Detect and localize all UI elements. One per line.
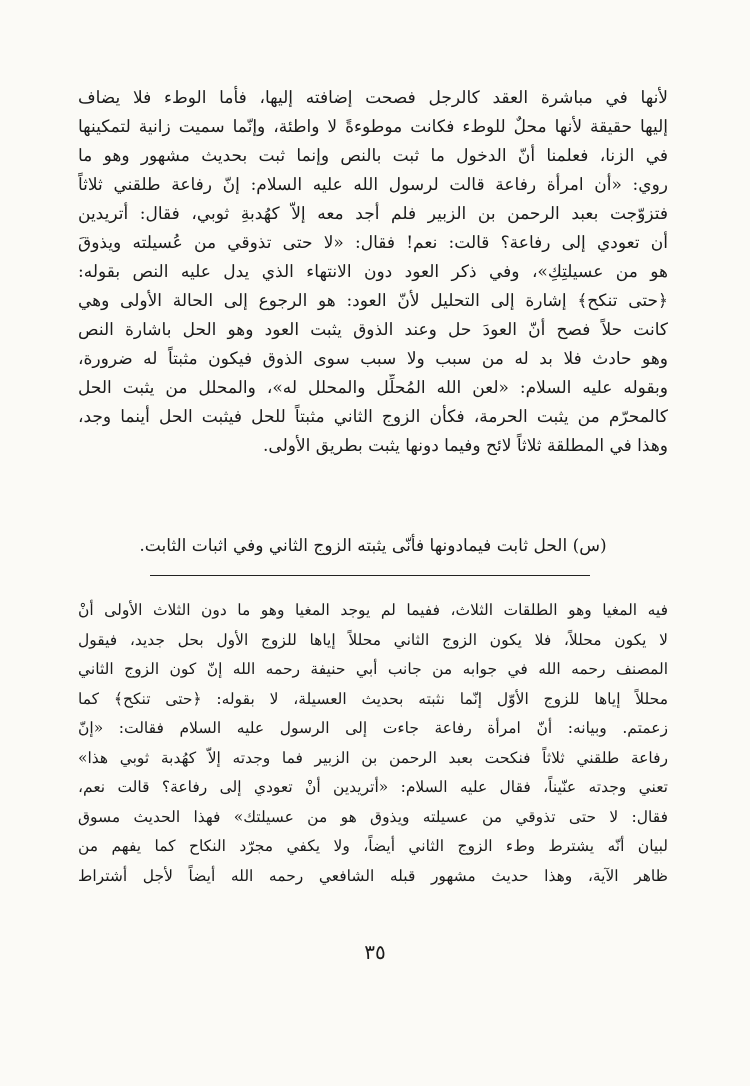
text-line: إليها حقيقة لأنها محلٌ للوطء فكانت موطوءةً لا واطئة، وإنّما سميت زانية لتمكينها	[78, 117, 668, 137]
footnote-line: فيه المغيا وهو الطلقات الثلاث، ففيما لم يوجد المغيا وهو ما دون الثلاث الأولى أنْ	[78, 601, 668, 619]
text-line: فتزوّجت بعبد الرحمن بن الزبير فلم أجد معه إلاّ كهُدبةِ ثوبي، فقال: أتريدين	[78, 204, 668, 224]
text-line: كانت حلاً فصح أنّ العودَ حل وعند الذوق يثبت العود وهو الحل باشارة النص	[78, 320, 668, 340]
footnote-line: زعمتم. وبيانه: أنّ امرأة رفاعة جاءت إلى الرسول عليه السلام فقالت: «إنّ	[78, 719, 668, 737]
footnote-divider	[150, 575, 590, 576]
footnote-line: تعني وجدته عنّيناً، فقال عليه السلام: «أتريدين أنْ تعودي إلى رفاعة؟ قالت نعم،	[78, 778, 668, 796]
text-line-last: وهذا في المطلقة ثلاثاً لائح وفيما دونها يثبت بطريق الأولى.	[263, 436, 668, 456]
text-line: وبقوله عليه السلام: «لعن الله المُحلِّل والمحلل له»، والمحلل من يثبت الحل	[78, 378, 668, 398]
text-line: أن تعودي إلى رفاعة؟ قالت: نعم! فقال: «لا حتى تذوقي من عُسيلته ويذوقَ	[78, 233, 668, 253]
footnote-line: فقال: لا حتى تذوقي من عسيلته ويذوق هو من عسيلتك» فهذا الحديث مسوق	[78, 807, 668, 826]
text-line: لأنها في مباشرة العقد كالرجل فصحت إضافته إليها، فأما الوطء فلا يضاف	[78, 88, 668, 108]
footnote-line: رفاعة طلقني ثلاثاً فنكحت بعبد الرحمن بن الزبير فما وجدته إلاّ كهُدبة ثوبي هذا»	[78, 748, 668, 767]
footnote-line: لبيان أنّه يشترط وطء الزوج الثاني أيضاً، ولا يكفي مجرّد النكاح كما يفهم من	[78, 837, 668, 855]
text-line: ﴿حتى تنكح﴾ إشارة إلى التحليل لأنّ العود: هو الرجوع إلى الحالة الأولى وهي	[78, 291, 668, 311]
main-text	[78, 84, 668, 556]
footnote-line: لا يكون محللاً، فلا يكون الزوج الثاني محللاً إياها للزوج الأول بحل جديد، فيقول	[78, 630, 668, 649]
text-line: هو من عسيلتِكِ»، وفي ذكر العود دون الانتهاء الذي يدل عليه النص بقوله:	[78, 262, 668, 282]
footnote-line: ظاهر الآية، وهذا حديث مشهور قبله الشافعي رحمه الله أيضاً لأجل أشتراط	[78, 866, 668, 885]
text-line: وهو حادث فلا بد له من سبب ولا سبب سوى الذوق فيكون مثبتاً له ضرورة،	[78, 349, 668, 369]
page-number: ٣٥	[364, 940, 386, 964]
text-line: في الزنا، فعلمنا أنّ الدخول ما ثبت بالنص وإنما ثبت بحديث مشهور وهو ما	[78, 146, 668, 166]
text-line: روي: «أن امرأة رفاعة قالت لرسول الله عليه السلام: إنّ رفاعة طلقني ثلاثاً	[78, 175, 668, 195]
question-line: (س) الحل ثابت فيمادونها فأنّى يثبته الزوج الثاني وفي اثبات الثابت.	[139, 536, 607, 556]
footnote-line: المصنف رحمه الله في جوابه من جانب أبي حنيفة رحمه الله إنّ كون الزوج الثاني	[78, 660, 668, 678]
footnote-line: محللاً إياها للزوج الأوّل إنّما نثبته بحديث العسيلة، لا بقوله: ﴿حتى تنكح﴾ كما	[78, 689, 668, 708]
footnote-text	[78, 596, 668, 891]
text-line: كالمحرّم من يثبت الحرمة، فكأن الزوج الثاني مثبتاً للحل فيثبت الحل أينما وجد،	[78, 407, 668, 427]
